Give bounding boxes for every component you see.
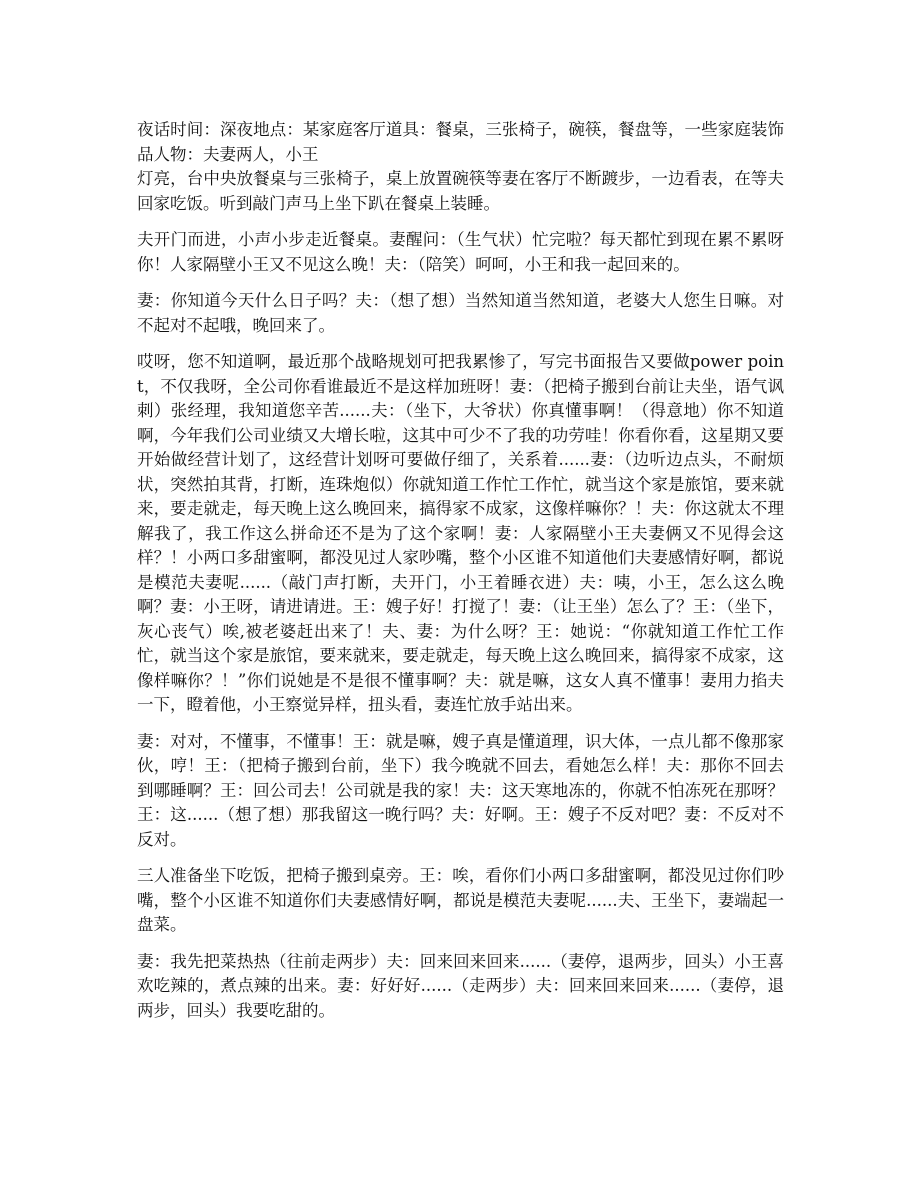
paragraph-argument: 哎呀，您不知道啊，最近那个战略规划可把我累惨了，写完书面报告又要做power point，不仅我呀，全公司你看谁最近不是这样加班呀！妻：（把椅子搬到台前让夫坐，语气讽刺）张经理，我知道您辛苦......夫：（坐下，大爷状）你真懂事啊！（得意地）你不知道啊，今年我们公司业绩又大增长啦，这其中可少不了我的功劳哇！你看你看，这星期又要开始做经营计划了，这经营计划呀可要做仔细了，关系着......妻：（边听边点头，不耐烦状，突然拍其背，打断，连珠炮似）你就知道工作忙工作忙，就当这个家是旅馆，要来就来，要走就走，每天晚上这么晚回来，搞得家不成家，这像样嘛你？！夫：你这就太不理解我了，我工作这么拼命还不是为了这个家啊！妻：人家隔壁小王夫妻俩又不见得会这样？！小两口多甜蜜啊，都没见过人家吵嘴，整个小区谁不知道他们夫妻感情好啊，都说是模范夫妻呢......（敲门声打断，夫开门，小王着睡衣进）夫：咦，小王，怎么这么晚啊？妻：小王呀，请进请进。王：嫂子好！打搅了！妻：（让王坐）怎么了？王：（坐下，灰心丧气）唉,被老婆赶出来了！夫、妻：为什么呀？王：她说：“你就知道工作忙工作忙，就当这个家是旅馆，要来就来，要走就走，每天晚上这么晚回来，搞得家不成家，这像样嘛你？！”你们说她是不是很不懂事啊？夫：就是嘛，这女人真不懂事！妻用力掐夫一下，瞪着他，小王察觉异样，扭头看，妻连忙放手站出来。: [137, 352, 784, 714]
paragraph-xiaowang-stays: 妻：对对，不懂事，不懂事！王：就是嘛，嫂子真是懂道理，识大体，一点儿都不像那家伙，哼！王：（把椅子搬到台前，坐下）我今晚就不回去，看她怎么样！夫：那你不回去到哪睡啊？王：回公司去！公司就是我的家！夫：这天寒地冻的，你就不怕冻死在那呀？王：这......（想了想）那我留这一晚行吗？夫：好啊。王：嫂子不反对吧？妻：不反对不反对。: [137, 731, 784, 849]
paragraph-dinner: 三人准备坐下吃饭，把椅子搬到桌旁。王：唉，看你们小两口多甜蜜啊，都没见过你们吵嘴，整个小区谁不知道你们夫妻感情好啊，都说是模范夫妻呢......夫、王坐下，妻端起一盘菜。: [137, 866, 784, 934]
document-body: [137, 118, 784, 1035]
paragraph-heating-food: 妻：我先把菜热热（往前走两步）夫：回来回来回来......（妻停，退两步，回头）小王喜欢吃辣的，煮点辣的出来。妻：好好好......（走两步）夫：回来回来回来......（妻停，退两步，回头）我要吃甜的。: [137, 951, 784, 1020]
paragraph-husband-enters: 夫开门而进，小声小步走近餐桌。妻醒问：（生气状）忙完啦？每天都忙到现在累不累呀你！人家隔壁小王又不见这么晚！夫：（陪笑）呵呵，小王和我一起回来的。: [137, 230, 784, 274]
paragraph-stage-direction: 灯亮，台中央放餐桌与三张椅子，桌上放置碗筷等妻在客厅不断踱步，一边看表，在等夫回家吃饭。听到敲门声马上坐下趴在餐桌上装睡。: [137, 169, 784, 213]
paragraph-birthday: 妻：你知道今天什么日子吗？夫：（想了想）当然知道当然知道，老婆大人您生日嘛。对不起对不起哦，晚回来了。: [137, 291, 784, 335]
paragraph-scene-info: 夜话时间：深夜地点：某家庭客厅道具：餐桌，三张椅子，碗筷，餐盘等，一些家庭装饰品人物：夫妻两人，小王: [137, 120, 784, 164]
